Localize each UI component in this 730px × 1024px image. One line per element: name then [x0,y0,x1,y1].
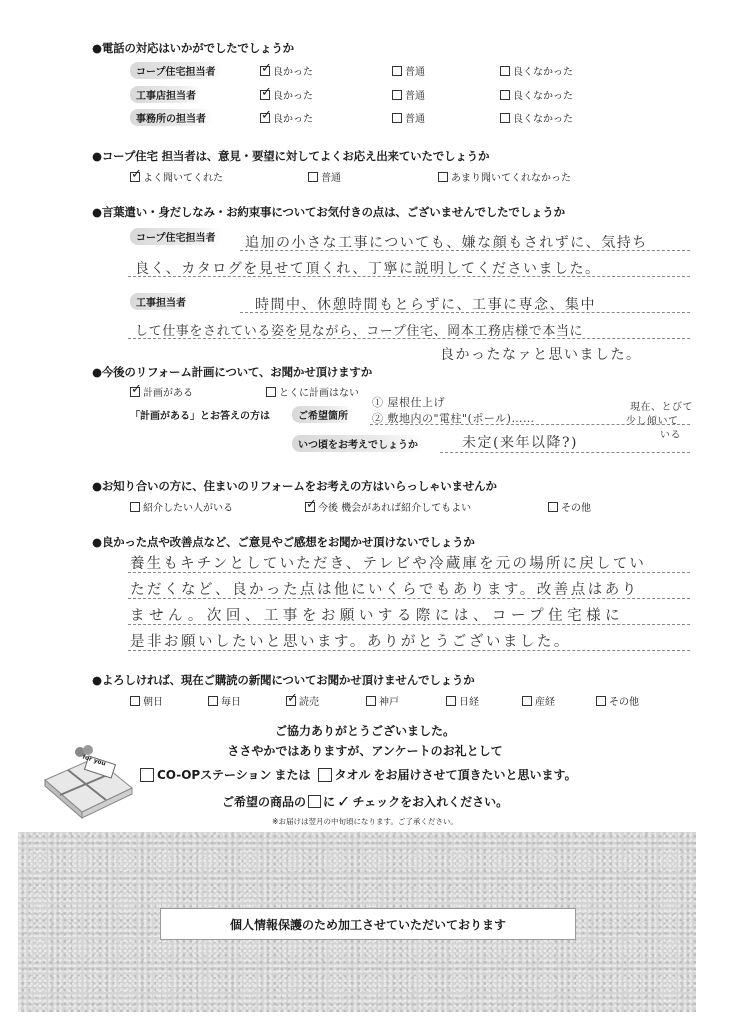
q5-option-1-checkbox[interactable] [305,502,315,512]
q5-option-0-label: 紹介したい人がいる [143,503,233,514]
q2-option-2-checkbox[interactable] [438,172,448,182]
q6-line-2: ただくなど、良かった点は他にいくらでもあります。改善点はあり [130,582,639,598]
q7-option-0-checkbox[interactable] [130,696,140,706]
q1-row-0-option-1-label: 普通 [405,67,425,78]
check-pre: ご希望の商品の [222,795,307,809]
q7-option-4[interactable] [446,693,479,708]
q1-row-2-option-1-label: 普通 [405,114,425,125]
q2-option-0-label: よく聞いてくれた [143,173,223,184]
q1-question: ●電話の対応はいかがでしたでしょうか [92,41,294,55]
q4-option-0-checkbox[interactable] [130,387,140,397]
q7-option-2-label: 読売 [299,697,319,708]
q1-row-0-option-2[interactable] [500,63,573,78]
q4-place-line-1: ① 屋根仕上げ [372,396,445,409]
q1-row-0-option-2-checkbox[interactable] [500,66,510,76]
q1-row-0-option-1[interactable] [392,63,425,78]
q6-line-3: ません。次回、工事をお願いする際には、コープ住宅様に [130,608,625,624]
check-mark-icon: ✓ [337,792,351,811]
q5-option-2-checkbox[interactable] [548,502,558,512]
q1-row-2-option-1-checkbox[interactable] [392,113,402,123]
q4-option-1-label: とくに計画はない [279,388,359,399]
q4-place-side-2: 少し傾いて [626,416,679,427]
q7-option-3-checkbox[interactable] [366,696,376,706]
q5-option-1[interactable] [305,499,471,514]
q4-place-label: ご希望箇所 [292,406,354,423]
privacy-notice: 個人情報保護のため加工させていただいております [160,908,576,940]
q7-option-6-label: その他 [609,697,639,708]
q7-option-3-label: 神戸 [379,697,399,708]
check-instruction [222,792,508,811]
q2-option-1[interactable] [308,169,341,184]
q6-line-4: 是非お願いしたいと思います。ありがとうございました。 [130,634,571,650]
q4-option-0[interactable] [130,384,193,399]
q3-koji-line-2: して仕事をされている姿を見ながら、コープ住宅、岡本工務店様で本当に [135,324,584,339]
coop-station-checkbox[interactable] [140,768,154,782]
q5-option-1-label: 今後 機会があれば紹介してもよい [318,503,472,514]
delivery-note: ※お届けは翌月の中旬頃になります。ご了承ください。 [272,817,458,826]
q1-row-0-option-0[interactable] [260,63,313,78]
check-mid: に [323,795,336,809]
q7-option-3[interactable] [366,693,399,708]
q1-row-2-option-2-checkbox[interactable] [500,113,510,123]
q7-option-1[interactable] [208,693,241,708]
q4-place-line-2: ② 敷地内の"電柱"(ポール)…… [372,412,535,425]
or-label: または [274,768,311,782]
closing-line-2: ささやかではありますが、アンケートのお礼として [227,744,503,758]
q1-row-1-option-0-checkbox[interactable] [260,90,270,100]
q7-option-6-checkbox[interactable] [596,696,606,706]
gift-tail-label: をお届けさせて頂きたいと思います。 [373,768,577,782]
q7-option-5-label: 産経 [535,697,555,708]
q4-plan-label: 「計画がある」とお答えの方は [130,411,270,422]
q1-row-0-label: コープ住宅担当者 [130,62,222,79]
q1-row-2-option-1[interactable] [392,110,425,125]
q2-option-1-label: 普通 [321,173,341,184]
q5-option-0-checkbox[interactable] [130,502,140,512]
q1-row-1-option-1[interactable] [392,87,425,102]
example-checkbox [308,795,321,808]
q1-row-0-option-2-label: 良くなかった [513,67,573,78]
q2-option-2[interactable] [438,169,571,184]
q4-option-1-checkbox[interactable] [266,387,276,397]
q1-row-2-option-2[interactable] [500,110,573,125]
q7-option-0-label: 朝日 [143,697,163,708]
q5-option-2[interactable] [548,499,591,514]
q4-option-0-label: 計画がある [143,388,193,399]
q4-place-side-1: 現在、とびて [630,402,693,413]
q2-option-0-checkbox[interactable] [130,172,140,182]
q4-when-answer: 未定(来年以降?) [462,435,578,451]
q1-row-1-label: 工事店担当者 [130,86,202,103]
q6-question: ●良かった点や改善点など、ご意見やご感想をお聞かせ頂けないでしょうか [92,535,475,549]
q7-option-5[interactable] [522,693,555,708]
q1-row-2-option-0-label: 良かった [273,114,313,125]
q7-option-4-checkbox[interactable] [446,696,456,706]
q1-row-0-option-1-checkbox[interactable] [392,66,402,76]
q3-coop-line-2: 良く、カタログを見せて頂くれ、丁寧に説明してくださいました。 [135,261,601,277]
q3-koji-label: 工事担当者 [130,293,192,310]
q2-option-2-label: あまり聞いてくれなかった [451,173,571,184]
q2-option-1-checkbox[interactable] [308,172,318,182]
q1-row-0-option-0-label: 良かった [273,67,313,78]
q1-row-2-option-2-label: 良くなかった [513,114,573,125]
q5-option-2-label: その他 [561,503,591,514]
q1-row-1-option-1-label: 普通 [405,91,425,102]
q3-koji-line-3: 良かったなァと思いました。 [440,347,642,363]
q2-question: ●コープ住宅 担当者は、意見・要望に対してよくお応え出来ていたでしょうか [92,149,490,163]
check-post: チェックをお入れください。 [352,795,509,809]
q5-question: ●お知り合いの方に、住まいのリフォームをお考えの方はいらっしゃいませんか [92,479,497,493]
q7-option-1-label: 毎日 [221,697,241,708]
q7-option-1-checkbox[interactable] [208,696,218,706]
gift-choice-row [140,766,577,783]
q1-row-1-option-0-label: 良かった [273,91,313,102]
closing-line-1: ご協力ありがとうございました。 [274,724,455,738]
q4-question: ●今後のリフォーム計画について、お聞かせ頂けますか [92,365,372,379]
q1-row-2-option-0-checkbox[interactable] [260,113,270,123]
q4-option-1[interactable] [266,384,359,399]
gift-tag-text: for you [81,753,107,768]
q7-option-2[interactable] [286,693,319,708]
q7-option-2-checkbox[interactable] [286,696,296,706]
q4-when-label: いつ頃をお考えでしょうか [292,435,424,452]
q3-coop-label: コープ住宅担当者 [130,228,222,245]
q3-question: ●言葉遣い・身だしなみ・お約束事についてお気付きの点は、ございませんでしたでしょうか [92,205,565,219]
q1-row-1-option-2-checkbox[interactable] [500,90,510,100]
q7-option-5-checkbox[interactable] [522,696,532,706]
q1-row-1-option-2[interactable] [500,87,573,102]
q7-option-6[interactable] [596,693,639,708]
towel-label: タオル [334,768,371,782]
q1-row-1-option-0[interactable] [260,87,313,102]
q1-row-2-label: 事務所の担当者 [130,109,212,126]
q3-coop-line-1: 追加の小さな工事についても、嫌な顔もされずに、気持ち [245,235,648,251]
coop-station-label: CO-OPステーション [157,768,272,782]
q1-row-0-option-0-checkbox[interactable] [260,66,270,76]
towel-checkbox[interactable] [318,768,332,782]
q1-row-1-option-2-label: 良くなかった [513,91,573,102]
q5-option-0[interactable] [130,499,233,514]
q6-line-1: 養生もキチンとしていただき、テレビや冷蔵庫を元の場所に戻してい [130,556,647,572]
q3-koji-line-1: 時間中、休憩時間もとらずに、工事に専念、集中 [255,297,596,313]
q7-question: ●よろしければ、現在ご購読の新聞についてお聞かせ頂けませんでしょうか [92,673,475,687]
q2-option-0[interactable] [130,169,223,184]
q1-row-1-option-1-checkbox[interactable] [392,90,402,100]
q1-row-2-option-0[interactable] [260,110,313,125]
q7-option-0[interactable] [130,693,163,708]
q4-place-side-3: いる [660,430,681,441]
q7-option-4-label: 日経 [459,697,479,708]
